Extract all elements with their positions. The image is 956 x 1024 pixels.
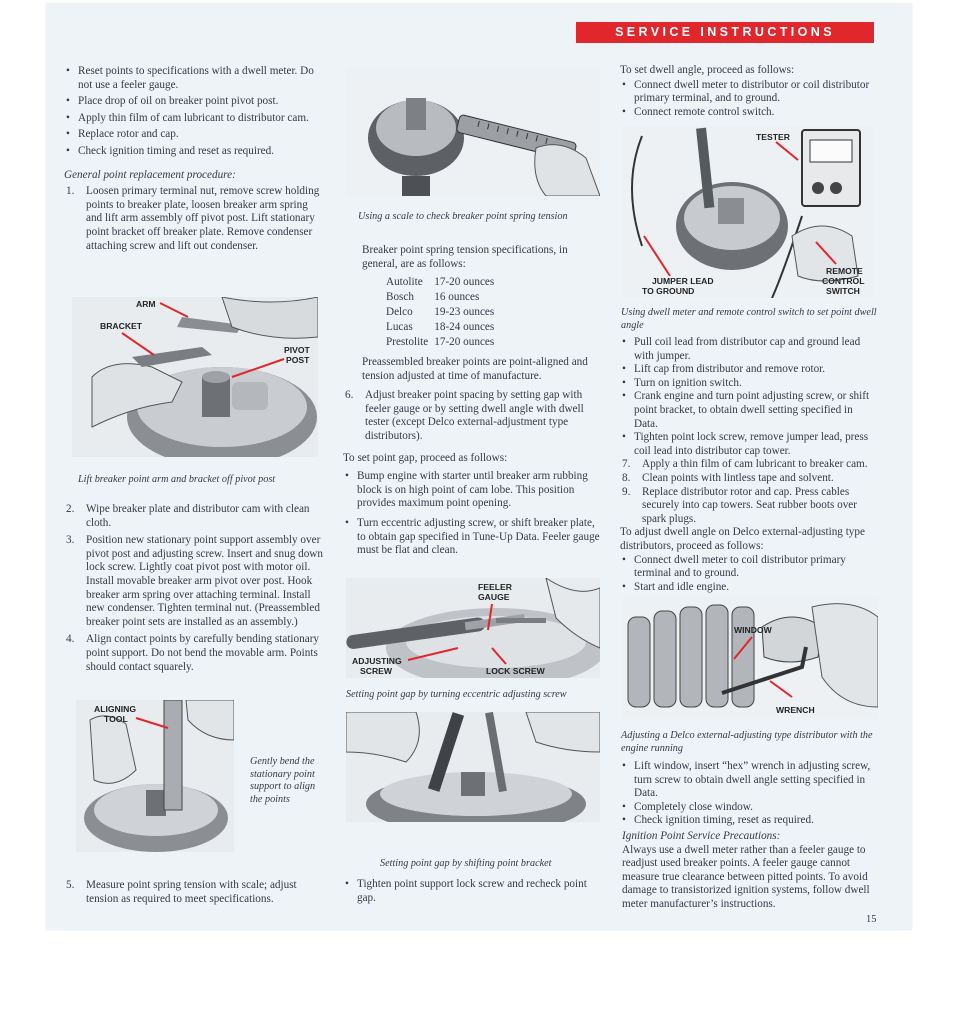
shift-bracket-drawing	[346, 712, 600, 822]
delco-bullets	[620, 554, 878, 595]
step-number: 7.	[622, 458, 631, 471]
table-cell: Bosch	[386, 291, 414, 303]
step-text: Measure point spring tension with scale; adjust tension as required to meet specifications.	[86, 879, 297, 905]
subheading: General point replacement procedure:	[64, 168, 236, 181]
step-7	[620, 458, 878, 472]
dwell-meter-illustration	[622, 126, 874, 298]
steps-list	[343, 389, 601, 443]
fig-label: CONTROL	[822, 276, 865, 286]
steps-list	[620, 458, 878, 526]
page-number: 15	[866, 914, 877, 925]
step-6	[343, 389, 601, 443]
step-number: 3.	[66, 534, 75, 547]
figure-caption: Setting point gap by turning eccentric adjusting screw	[346, 689, 567, 700]
delco-window-illustration	[622, 597, 878, 719]
step-number: 2.	[66, 503, 75, 515]
fig-label: SCREW	[360, 666, 392, 676]
list-item: • Turn on ignition switch.	[620, 377, 878, 391]
col3-top	[620, 64, 878, 122]
table-row	[386, 306, 500, 321]
fig-label: GAUGE	[478, 592, 510, 602]
table-cell: 17-20 ounces	[434, 276, 495, 288]
list-item: • Connect dwell meter to distributor or coil distributor primary terminal, and to ground.	[620, 79, 878, 106]
list-item: • Bump engine with starter until breaker arm rubbing block is on high point of cam lobe. This position provides maximum point opening.	[343, 470, 601, 511]
final-bullets	[343, 878, 601, 905]
dwell-bullets	[620, 79, 878, 120]
table-cell: Lucas	[386, 321, 413, 333]
fig-label: POST	[286, 355, 310, 365]
fig-label: ALIGNING	[94, 704, 137, 714]
shift-bracket-illustration	[346, 712, 600, 822]
dwell-steps	[620, 336, 878, 458]
step-number: 9.	[622, 485, 631, 498]
list-item: • Tighten point lock screw, remove jumper lead, press coil lead into distributor cap tower.	[620, 431, 878, 458]
steps-list	[64, 503, 324, 674]
col1-middle	[64, 503, 324, 678]
section-banner: SERVICE INSTRUCTIONS	[576, 22, 874, 43]
step-3	[64, 534, 324, 629]
col3-middle	[620, 336, 878, 594]
breaker-arm-illustration	[72, 297, 318, 457]
aligning-tool-drawing	[76, 700, 234, 852]
fig-label: LOCK SCREW	[486, 666, 545, 676]
table-cell: 18-24 ounces	[434, 321, 495, 333]
gap-intro: To set point gap, proceed as follows:	[343, 451, 508, 464]
list-item: • Apply thin film of cam lubricant to distributor cam.	[64, 112, 324, 126]
figure-caption: Gently bend the stationary point support to align the points	[250, 756, 316, 805]
list-item: • Connect dwell meter to coil distributor primary terminal and to ground.	[620, 554, 878, 581]
feeler-gauge-drawing	[346, 578, 600, 678]
list-item: • Place drop of oil on breaker point pivot post.	[64, 95, 324, 109]
list-item: • Crank engine and turn point adjusting screw, or shift point bracket, to obtain dwell setting specified in Data.	[620, 390, 878, 431]
precautions-text: Always use a dwell meter rather than a feeler gauge to readjust used breaker points. A feeler gauge cannot measure true clearance between pitted points. To avoid damage to transistorized ignition systems, follow dwell meter manufacturer’s instructions.	[622, 843, 870, 910]
aligning-tool-illustration	[76, 700, 234, 852]
fig-label: WRENCH	[776, 705, 815, 715]
step-2	[64, 503, 324, 530]
step-text: Clean points with lintless tape and solvent.	[642, 471, 834, 484]
list-item: • Start and idle engine.	[620, 581, 878, 595]
col2-bottom	[343, 878, 601, 908]
col1-bottom	[64, 879, 324, 910]
list-item: • Tighten point support lock screw and recheck point gap.	[343, 878, 601, 905]
fig-label: SWITCH	[826, 286, 860, 296]
precautions-heading: Ignition Point Service Precautions:	[622, 829, 781, 842]
fig-label: JUMPER LEAD	[652, 276, 714, 286]
step-text: Position new stationary point support assembly over pivot post and adjusting screw. Insert and snug down lock screw. Lightly coat pivot post with motor oil. Install movable breaker arm pivot over post. Hook breaker arm spring over attaching terminal. Install new condenser. Tighten terminal nut. (Preassembled breaker point sets are installed as an assembly.)	[86, 534, 323, 628]
feeler-gauge-illustration	[346, 578, 600, 678]
step-text: Replace distributor rotor and cap. Press cables securely into cap towers. Seat rubber boots over spark plugs.	[642, 485, 857, 525]
step-text: Wipe breaker plate and distributor cam with clean cloth.	[86, 503, 310, 529]
list-item: • Lift cap from distributor and remove rotor.	[620, 363, 878, 377]
table-row	[386, 321, 500, 336]
fig-label: BRACKET	[100, 321, 143, 331]
breaker-arm-drawing	[72, 297, 318, 457]
step-text: Loosen primary terminal nut, remove screw holding points to breaker plate, loosen breaker arm spring and lift arm assembly off pivot post. Lift stationary point bracket off breaker plate. Remove condenser attaching screw and lift out condenser.	[86, 185, 320, 252]
spec-intro: Breaker point spring tension specifications, in general, are as follows:	[362, 244, 568, 270]
fig-label: REMOTE	[826, 266, 863, 276]
col3-bottom	[620, 760, 878, 912]
step-text: Adjust breaker point spacing by setting gap with feeler gauge or by setting dwell angle with dwell tester (except Delco external-adjustment type distributors).	[365, 389, 584, 442]
fig-label: TOOL	[104, 714, 128, 724]
table-cell: 17-20 ounces	[434, 336, 495, 348]
spring-scale-drawing	[346, 68, 600, 196]
dwell-meter-drawing	[622, 126, 874, 298]
col2-middle	[343, 356, 601, 561]
list-item: • Reset points to specifications with a dwell meter. Do not use a feeler gauge.	[64, 65, 324, 92]
dwell-intro: To set dwell angle, proceed as follows:	[620, 64, 795, 76]
fig-label: FEELER	[478, 582, 512, 592]
list-item: • Pull coil lead from distributor cap and ground lead with jumper.	[620, 336, 878, 363]
step-1	[64, 185, 324, 253]
list-item: • Check ignition timing and reset as required.	[64, 145, 324, 159]
list-item: • Check ignition timing, reset as required.	[620, 814, 878, 828]
step-number: 4.	[66, 633, 75, 646]
list-item: • Completely close window.	[620, 801, 878, 815]
figure-caption: Using dwell meter and remote control switch to set point dwell angle	[621, 307, 877, 331]
table-cell: 16 ounces	[434, 291, 480, 303]
spec-table	[386, 276, 500, 351]
step-number: 6.	[345, 389, 354, 402]
step-9	[620, 486, 878, 527]
col1-bullets	[64, 65, 324, 159]
gap-bullets	[343, 470, 601, 558]
step-text: Align contact points by carefully bending stationary point support. Do not bend the movable arm. Points should contact squarely.	[86, 633, 320, 673]
table-row	[386, 336, 500, 351]
figure-caption: Setting point gap by shifting point bracket	[380, 858, 552, 869]
fig-label: PIVOT	[284, 345, 310, 355]
step-number: 1.	[66, 185, 75, 198]
step-number: 5.	[66, 879, 75, 891]
step-number: 8.	[622, 471, 631, 484]
table-cell: Delco	[386, 306, 413, 318]
step-4	[64, 633, 324, 674]
list-item: • Lift window, insert “hex” wrench in adjusting screw, turn screw to obtain dwell angle setting specified in Data.	[620, 760, 878, 801]
list-item: • Replace rotor and cap.	[64, 128, 324, 142]
spring-scale-illustration	[346, 68, 600, 196]
preassembled-note: Preassembled breaker points are point-aligned and tension adjusted at time of manufacture.	[362, 356, 588, 382]
table-cell: Autolite	[386, 276, 423, 288]
table-row	[386, 291, 500, 306]
fig-label: TESTER	[756, 132, 790, 142]
table-row	[386, 276, 500, 291]
figure-caption: Using a scale to check breaker point spring tension	[358, 211, 568, 222]
hex-bullets	[620, 760, 878, 828]
list-item: • Turn eccentric adjusting screw, or shift breaker plate, to obtain gap specified in Tune-Up Data. Feeler gauge must be flat and clean.	[343, 517, 601, 558]
figure-caption: Adjusting a Delco external-adjusting type distributor with the engine running	[621, 730, 873, 754]
col1-top	[64, 65, 324, 257]
fig-label: ARM	[136, 299, 156, 309]
fig-label: WINDOW	[734, 625, 772, 635]
steps-list	[64, 879, 324, 906]
figure-caption: Lift breaker point arm and bracket off pivot post	[78, 474, 276, 485]
step-8	[620, 472, 878, 486]
steps-list	[64, 185, 324, 253]
fig-label: TO GROUND	[642, 286, 695, 296]
list-item: • Connect remote control switch.	[620, 106, 878, 120]
table-cell: Prestolite	[386, 336, 429, 348]
step-text: Apply a thin film of cam lubricant to breaker cam.	[642, 458, 868, 471]
delco-intro: To adjust dwell angle on Delco external-adjusting type distributors, proceed as follows:	[620, 526, 865, 552]
step-5	[64, 879, 324, 906]
fig-label: ADJUSTING	[352, 656, 402, 666]
delco-window-drawing	[622, 597, 878, 719]
table-cell: 19-23 ounces	[434, 306, 495, 318]
